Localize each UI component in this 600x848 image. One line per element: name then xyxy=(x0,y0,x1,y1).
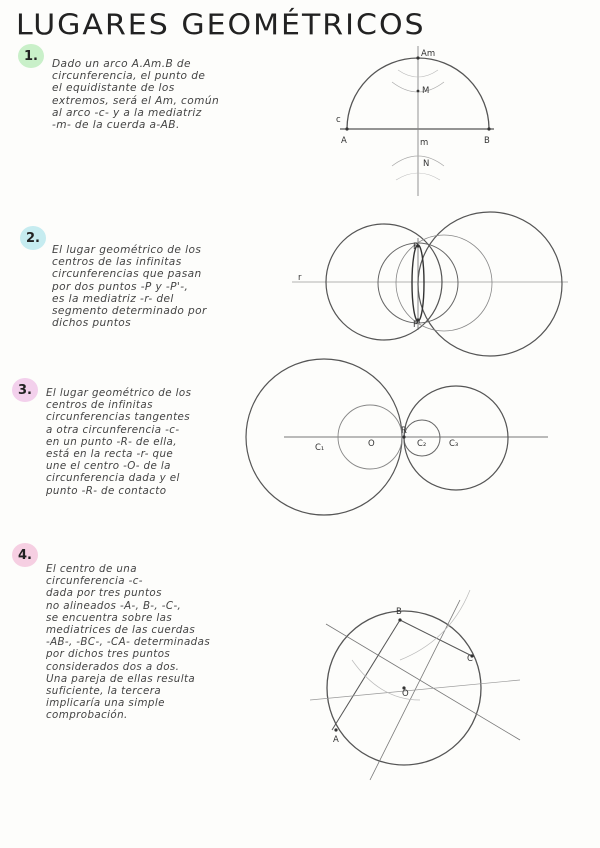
label-b-point: B xyxy=(396,607,402,617)
text-line: une el centro -O- de la xyxy=(46,460,171,473)
text-line: centros de infinitas xyxy=(46,399,153,412)
text-line: dada por tres puntos xyxy=(46,587,162,600)
label-r-point: R xyxy=(401,426,407,436)
section-4-number: 4. xyxy=(18,547,32,563)
label-c3: C₃ xyxy=(449,439,459,449)
label-c: c xyxy=(336,115,341,125)
text-line: circunferencia dada y el xyxy=(46,472,180,485)
text-line: El lugar geométrico de los xyxy=(46,387,192,399)
figure-1 xyxy=(340,46,494,196)
figure-4 xyxy=(310,590,520,780)
circle-mid-left xyxy=(396,235,492,331)
text-line: El centro de una xyxy=(46,563,137,575)
text-line: extremos, será el Am, común xyxy=(52,94,220,107)
label-c2: C₂ xyxy=(417,439,427,449)
text-line: centros de las infinitas xyxy=(52,256,182,269)
label-n: N xyxy=(423,159,430,169)
label-m-line: m xyxy=(420,138,429,148)
text-line: considerados dos a dos. xyxy=(46,660,180,673)
text-line: se encuentra sobre las xyxy=(46,611,173,624)
chord-ab-line xyxy=(332,620,400,730)
text-line: implicaría una simple xyxy=(46,697,165,710)
text-line: circunferencias que pasan xyxy=(52,268,202,281)
text-line: -AB-, -BC-, -CA- determinadas xyxy=(46,636,211,649)
text-line: -m- de la cuerda a-AB. xyxy=(52,119,180,132)
label-p: P xyxy=(413,242,419,252)
text-line: está en la recta -r- que xyxy=(46,448,174,461)
text-line: comprobación. xyxy=(46,709,128,722)
text-line: circunferencia -c- xyxy=(46,575,143,588)
text-line: no alineados -A-, B-, -C-, xyxy=(46,599,182,612)
text-line: mediatrices de las cuerdas xyxy=(46,624,196,637)
label-r: r xyxy=(298,273,302,283)
text-line: al arco -c- y a la mediatriz xyxy=(52,106,202,119)
page-title: LUGARES GEOMÉTRICOS xyxy=(16,8,426,43)
label-o-point: O xyxy=(402,689,409,699)
label-m-point: M xyxy=(422,86,430,96)
section-3-number: 3. xyxy=(18,382,32,398)
text-line: Una pareja de ellas resulta xyxy=(46,672,196,685)
label-am: Am xyxy=(421,49,436,59)
label-o: O xyxy=(368,439,375,449)
label-c-point: C xyxy=(467,654,473,664)
label-c1: C₁ xyxy=(315,443,325,453)
text-line: circunferencia, el punto de xyxy=(52,70,206,83)
label-p-prime: P' xyxy=(413,320,421,330)
circle-right xyxy=(418,212,562,356)
construction-arc xyxy=(352,660,420,700)
text-line: suficiente, la tercera xyxy=(46,685,162,698)
label-a-point: A xyxy=(333,735,339,745)
text-line: segmento determinado por xyxy=(52,305,207,318)
text-line: por dos puntos -P y -P'-, xyxy=(52,280,189,293)
text-line: dichos puntos xyxy=(52,317,132,330)
label-a: A xyxy=(341,136,347,146)
mediatrix-ab xyxy=(326,624,520,740)
text-line: por dichos tres puntos xyxy=(46,648,171,661)
figure-3 xyxy=(246,359,548,515)
text-line: en un punto -R- de ella, xyxy=(46,435,177,448)
section-2-number: 2. xyxy=(26,230,40,246)
circle-c3 xyxy=(404,386,508,490)
text-line: punto -R- de contacto xyxy=(46,484,167,497)
text-line: circunferencias tangentes xyxy=(46,411,191,424)
text-line: es la mediatriz -r- del xyxy=(52,292,174,305)
text-line: el equidistante de los xyxy=(52,82,175,95)
text-line: El lugar geométrico de los xyxy=(52,244,202,256)
figure-2 xyxy=(292,212,568,356)
mediatrix-ca xyxy=(310,680,520,700)
chord-bc-line xyxy=(400,620,472,656)
circle-c2 xyxy=(404,420,440,456)
label-b: B xyxy=(484,136,490,146)
text-line: a otra circunferencia -c- xyxy=(46,423,180,436)
text-line: Dado un arco A.Am.B de xyxy=(52,58,191,70)
section-1-number: 1. xyxy=(24,48,38,64)
